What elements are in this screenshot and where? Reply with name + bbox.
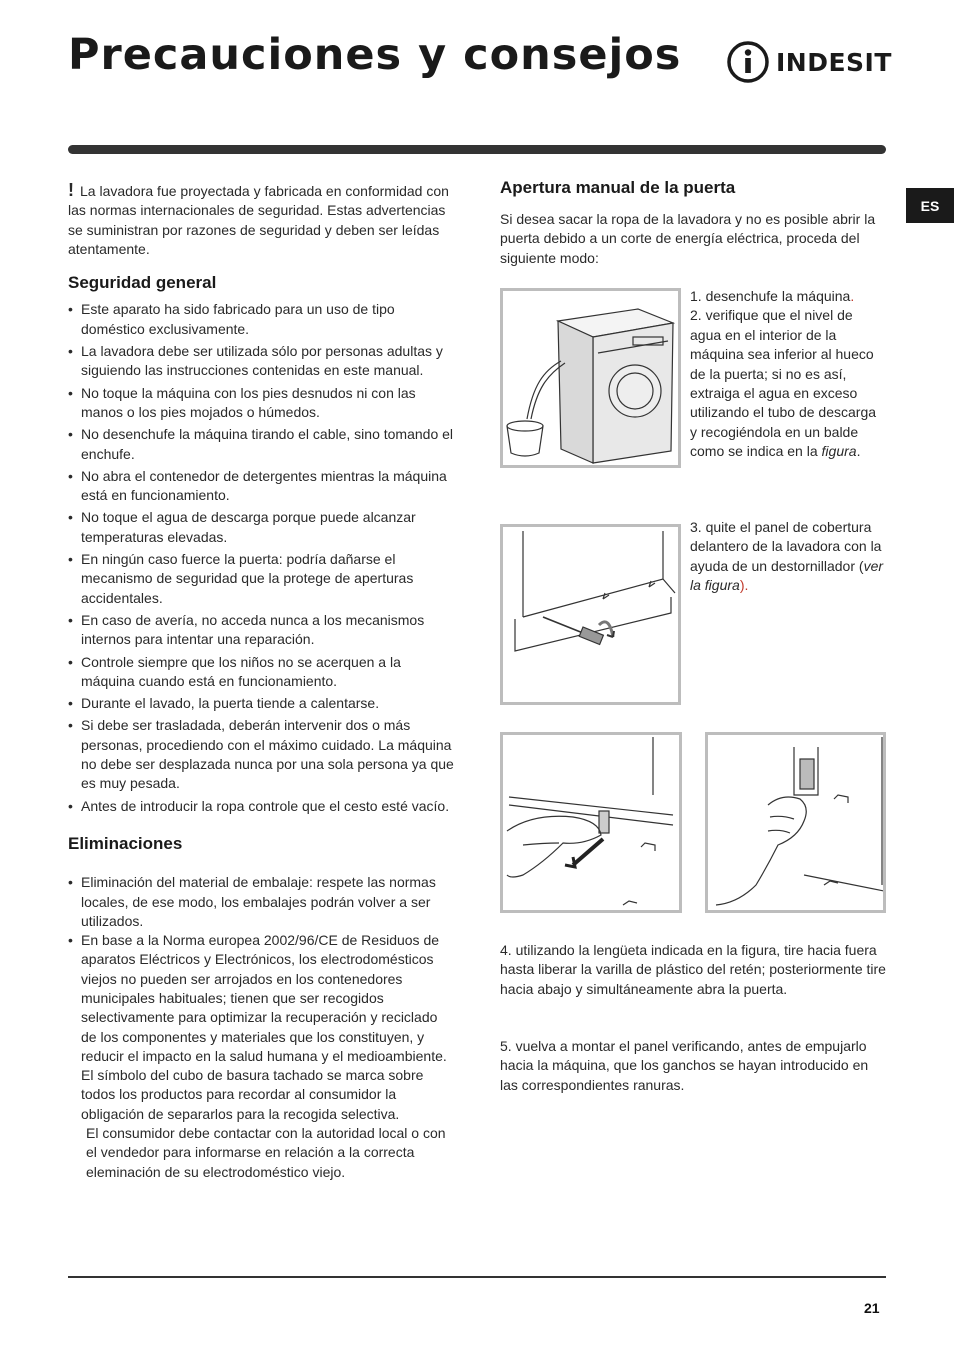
general-list bbox=[68, 300, 454, 815]
figure-pull-tab bbox=[500, 732, 682, 913]
header-rule bbox=[68, 145, 886, 154]
list-item: • La lavadora debe ser utilizada sólo por personas adultas y siguiendo las instrucciones contenidas en este manual. bbox=[68, 342, 454, 381]
list-item: • En base a la Norma europea 2002/96/CE de Residuos de aparatos Eléctricos y Electrónicos, los electrodomésticos viejos no pueden ser arrojados en los contenedores municipales habituales; tienen que ser recogidos selectivamente para optimizar la recuperación y reciclado de los componentes y materiales que los constituyen, y reducir el impacto en la salud humana y el medioambiente. El símbolo del cubo de basura tachado se marca sobre todos los productos para recordar al consumidor la obligación de separarlos para la recogida selectiva. bbox=[68, 931, 454, 1124]
indesit-i-icon bbox=[726, 40, 770, 84]
grip-tab-illustration bbox=[708, 735, 883, 910]
intro-paragraph bbox=[68, 181, 454, 259]
step-2: 2. verifique que el nivel de agua en el interior de la máquina sea inferior al hueco de la puerta; si no es así, extraiga el agua en exceso utilizando el tubo de descarga y recogiéndola en un balde como se indica en la bbox=[690, 307, 877, 460]
language-tab: ES bbox=[906, 188, 954, 223]
step-1-dot: . bbox=[850, 288, 855, 304]
section-title-general: Seguridad general bbox=[68, 273, 217, 293]
intro-text: La lavadora fue proyectada y fabricada en conformidad con las normas internacionales de seguridad. Estas advertencias se suministran por razones de seguridad y deben ser leídas atentamente. bbox=[68, 183, 449, 257]
page-title: Precauciones y consejos bbox=[68, 30, 682, 80]
list-item: • Durante el lavado, la puerta tiende a calentarse. bbox=[68, 694, 454, 713]
list-item: • No toque el agua de descarga porque puede alcanzar temperaturas elevadas. bbox=[68, 508, 454, 547]
list-item: • No toque la máquina con los pies desnudos ni con las manos o los pies mojados o húmedos. bbox=[68, 384, 454, 423]
apertura-intro: Si desea sacar la ropa de la lavadora y no es posible abrir la puerta debido a un corte de energía eléctrica, proceda del siguiente modo: bbox=[500, 211, 876, 266]
section-title-eliminaciones: Eliminaciones bbox=[68, 833, 183, 853]
list-item: • Si debe ser trasladada, deberán intervenir dos o más personas, procediendo con el máximo cuidado. La máquina no debe ser desplazada nunca por una sola persona ya que es muy pesada. bbox=[68, 716, 454, 793]
list-item: • En ningún caso fuerce la puerta: podría dañarse el mecanismo de seguridad que la protege de aperturas accidentales. bbox=[68, 550, 454, 608]
list-item: • Antes de introducir la ropa controle que el cesto esté vacío. bbox=[68, 797, 454, 816]
list-item: • No abra el contenedor de detergentes mientras la máquina está en funcionamiento. bbox=[68, 467, 454, 506]
list-item: • No desenchufe la máquina tirando el cable, sino tomando el enchufe. bbox=[68, 425, 454, 464]
eliminaciones-continuation: El consumidor debe contactar con la autoridad local o con el vendedor para informarse en relación a la correcta eleminación de su electrodoméstico viejo. bbox=[86, 1125, 446, 1180]
step-3: 3. quite el panel de cobertura delantero de la lavadora con la ayuda de un destornillador ( bbox=[690, 519, 882, 574]
step-4: 4. utilizando la lengüeta indicada en la figura, tire hacia fuera hasta liberar la varilla de plástico del retén; posteriormente tire hacia abajo y simultáneamente abra la puerta. bbox=[500, 942, 886, 997]
step-2-end: . bbox=[856, 443, 861, 460]
list-item: • Eliminación del material de embalaje: respete las normas locales, de ese modo, los embalajes podrán volver a ser utilizados. bbox=[68, 873, 454, 931]
left-column bbox=[68, 181, 454, 1182]
list-item: • En caso de avería, no acceda nunca a los mecanismos internos para intentar una reparación. bbox=[68, 611, 454, 650]
eliminaciones-list bbox=[68, 873, 454, 1124]
section-title-apertura: Apertura manual de la puerta bbox=[500, 178, 736, 197]
step-1-2-text bbox=[690, 287, 886, 462]
step-5: 5. vuelva a montar el panel verificando, antes de empujarlo hacia la máquina, que los ganchos se hayan introducido en las correspondientes ranuras. bbox=[500, 1038, 869, 1093]
step-1: 1. desenchufe la máquina bbox=[690, 288, 851, 304]
figure-drain-bucket bbox=[500, 288, 681, 468]
step-2-emphasis: figura bbox=[821, 443, 857, 460]
list-item: • Este aparato ha sido fabricado para un uso de tipo doméstico exclusivamente. bbox=[68, 300, 454, 339]
figure-grip-tab bbox=[705, 732, 886, 913]
page-number: 21 bbox=[864, 1300, 880, 1316]
list-item: • Controle siempre que los niños no se acerquen a la máquina cuando está en funcionamiento. bbox=[68, 653, 454, 692]
washer-drain-illustration bbox=[503, 291, 678, 465]
warning-mark: ! bbox=[68, 180, 74, 200]
step-3-emphasis: ver la figura bbox=[690, 557, 884, 594]
step-3-text bbox=[690, 518, 886, 596]
figure-screwdriver-panel bbox=[500, 524, 681, 705]
footer-rule bbox=[68, 1276, 886, 1278]
screwdriver-panel-illustration bbox=[503, 527, 678, 702]
brand-name: INDESIT bbox=[776, 47, 892, 77]
brand-logo bbox=[726, 40, 892, 84]
step-3-end: ). bbox=[739, 577, 749, 594]
pull-tab-illustration bbox=[503, 735, 679, 910]
